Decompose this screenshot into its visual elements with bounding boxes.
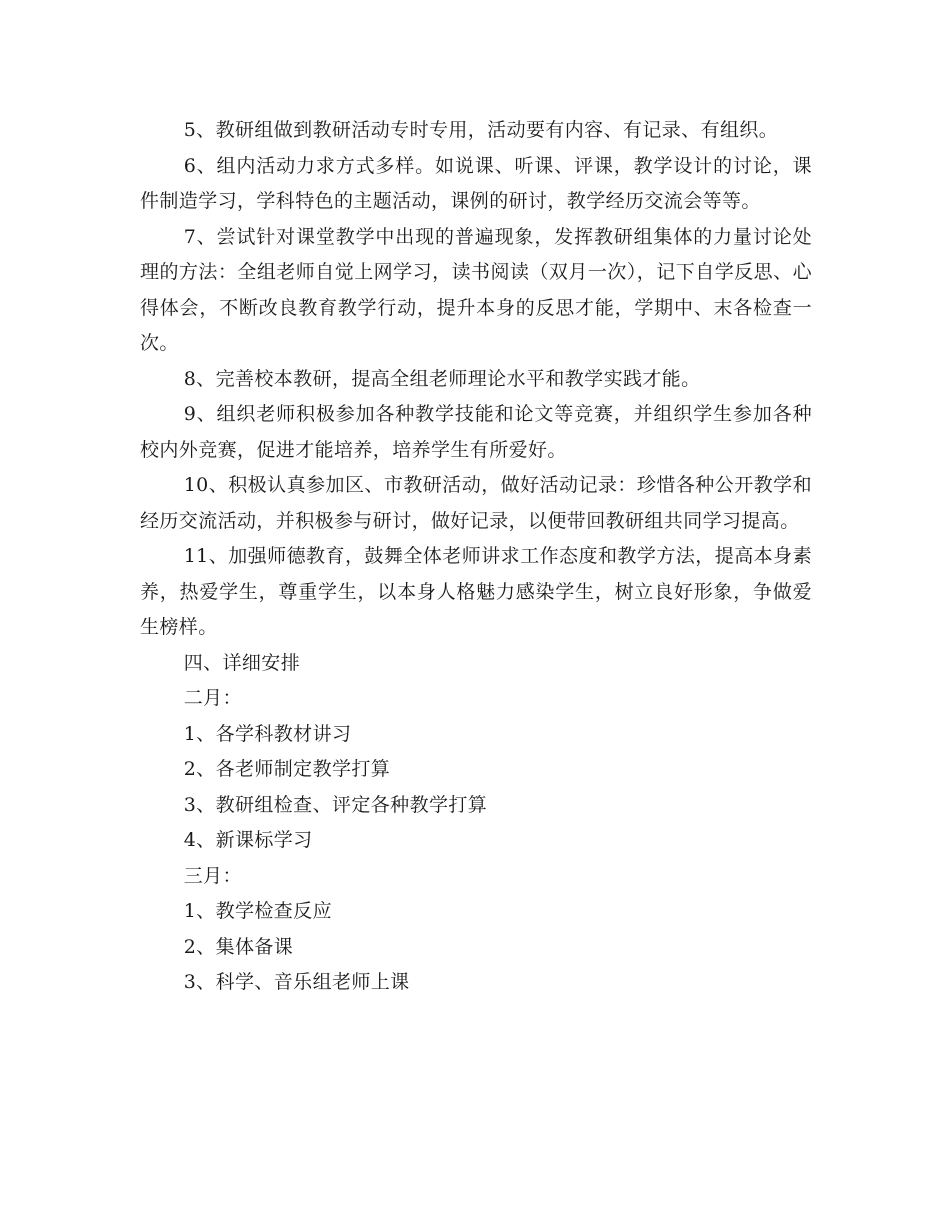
paragraph-item-6: 6、组内活动力求方式多样。如说课、听课、评课，教学设计的讨论，课件制造学习，学科特色的主题活动，课例的研讨，教学经历交流会等等。 (140, 154, 812, 212)
paragraph-item-10: 10、积极认真参加区、市教研活动，做好活动记录：珍惜各种公开教学和经历交流活动，并积极参与研讨，做好记录，以便带回教研组共同学习提高。 (140, 474, 812, 532)
paragraph-item-8: 8、完善校本教研，提高全组老师理论水平和教学实践才能。 (183, 367, 701, 390)
section-heading-schedule: 四、详细安排 (183, 651, 301, 674)
month-heading-march: 三月： (183, 864, 242, 887)
february-item-2: 2、各老师制定教学打算 (183, 758, 391, 780)
month-heading-february: 二月： (183, 687, 242, 709)
paragraph-item-5: 5、教研组做到教研活动专时专用，活动要有内容、有记录、有组织。 (183, 119, 779, 141)
march-item-2: 2、集体备课 (183, 935, 294, 958)
february-item-4: 4、新课标学习 (183, 829, 313, 851)
paragraph-item-7: 7、尝试针对课堂教学中出现的普遍现象，发挥教研组集体的力量讨论处理的方法：全组老师自觉上网学习，读书阅读（双月一次），记下自学反思、心得体会，不断改良教育教学行动，提升本身的反思才能，学期中、末各检查一次。 (140, 225, 812, 354)
march-item-1: 1、教学检查反应 (183, 900, 332, 922)
february-item-1: 1、各学科教材讲习 (183, 722, 352, 745)
march-item-3: 3、科学、音乐组老师上课 (183, 971, 410, 993)
paragraph-item-9: 9、组织老师积极参加各种教学技能和论文等竞赛，并组织学生参加各种校内外竞赛，促进才能培养，培养学生有所爱好。 (140, 403, 812, 461)
paragraph-item-11: 11、加强师德教育，鼓舞全体老师讲求工作态度和教学方法，提高本身素养，热爱学生，尊重学生，以本身人格魅力感染学生，树立良好形象，争做爱生榜样。 (140, 545, 812, 638)
document-body (140, 113, 812, 1001)
february-item-3: 3、教研组检查、评定各种教学打算 (183, 793, 488, 816)
